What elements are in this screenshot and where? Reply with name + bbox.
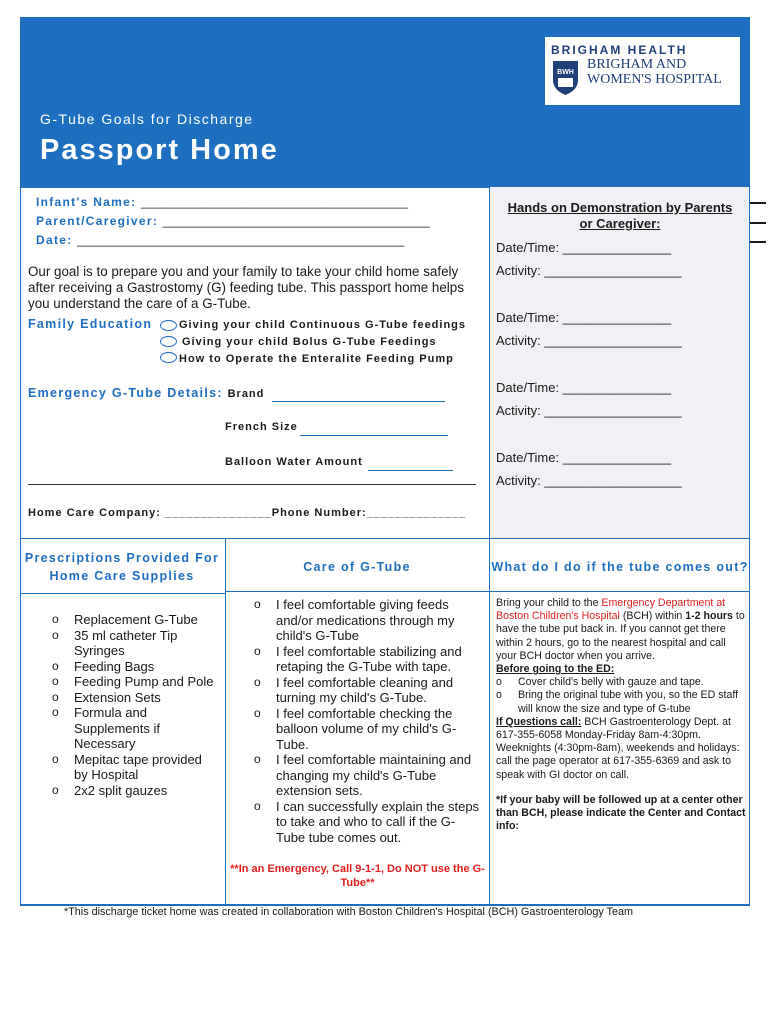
emergency-label-text: Emergency G-Tube Details: xyxy=(28,386,223,400)
parent-blank[interactable]: ________________________________________ xyxy=(162,214,430,228)
french-size-field[interactable] xyxy=(300,434,448,436)
care-list xyxy=(254,597,486,845)
parent-label: Parent/Caregiver: xyxy=(36,214,163,228)
edge-mark xyxy=(750,202,766,204)
left-border xyxy=(20,187,21,905)
edge-mark xyxy=(750,241,766,243)
list-item: o Feeding Bags xyxy=(52,658,155,674)
home-care-company[interactable]: Home Care Company: _______________ xyxy=(28,507,272,519)
emergency-details-label xyxy=(28,386,264,400)
col1-head-line2: Home Care Supplies xyxy=(49,569,195,583)
family-education-item: Giving your child Continuous G-Tube feedings xyxy=(179,319,467,331)
french-size-label: French Size xyxy=(225,421,298,433)
list-item: o 2x2 split gauzes xyxy=(52,782,168,798)
supplies-list xyxy=(52,612,222,798)
section-divider xyxy=(28,484,476,485)
family-education-item: How to Operate the Enteralite Feeding Pump xyxy=(179,353,454,365)
date-time-field[interactable]: Date/Time: _______________ xyxy=(496,240,672,255)
col2-head-line xyxy=(225,591,489,592)
list-item: o Feeding Pump and Pole xyxy=(52,674,214,689)
brand-field[interactable] xyxy=(272,400,445,402)
demonstration-title-line2: or Caregiver: xyxy=(579,216,661,231)
date-blank[interactable]: _________________________________________________ xyxy=(77,233,405,247)
intro-text: Our goal is to prepare you and your family to take your child home safely after receiving a Gastrostomy (G) feeding tube. This passport home helps you understand the care of a G-Tube. xyxy=(28,264,464,311)
infant-name-label: Infant's Name: xyxy=(36,195,142,209)
date-time-field[interactable]: Date/Time: _______________ xyxy=(496,450,672,465)
balloon-field[interactable] xyxy=(368,469,453,471)
infant-name-field[interactable] xyxy=(36,195,408,209)
tube-out-instructions xyxy=(496,597,746,833)
checkbox-continuous-feedings[interactable] xyxy=(160,320,177,331)
right-border xyxy=(749,187,750,905)
list-item: o I can successfully explain the steps to take and who to call if the G- Tube tube comes out. xyxy=(254,798,480,845)
activity-field[interactable]: Activity: ___________________ xyxy=(496,263,682,278)
list-item: o I feel comfortable maintaining and changing my child's G-Tube extension sets. xyxy=(254,752,472,798)
balloon-label: Balloon Water Amount xyxy=(225,456,363,468)
column-divider-right xyxy=(489,187,490,905)
infant-name-blank[interactable]: ________________________________________ xyxy=(141,195,408,209)
checkbox-bolus-feedings[interactable] xyxy=(160,336,177,347)
date-label: Date: xyxy=(36,233,78,247)
activity-field[interactable]: Activity: ___________________ xyxy=(496,403,682,418)
list-item: o I feel comfortable stabilizing and retaping the G-Tube with tape. xyxy=(254,643,462,674)
family-education-item: Giving your child Bolus G-Tube Feedings xyxy=(182,336,437,348)
list-item: o Mepitac tape provided by Hospital xyxy=(52,751,202,782)
list-item: o Bring the original tube with you, so the ED staff will know the size and type of G-tube xyxy=(496,689,739,715)
col1-head-line1: Prescriptions Provided For xyxy=(24,551,220,565)
family-education-label: Family Education xyxy=(28,317,153,331)
col-head-tube-out: What do I do if the tube comes out? xyxy=(491,560,749,574)
list-item: o I feel comfortable checking the balloon volume of my child's G- Tube. xyxy=(254,705,457,752)
list-item: o Formula and Supplements if Necessary xyxy=(52,705,160,751)
parent-field[interactable] xyxy=(36,214,430,228)
logo-line2: WOMEN'S HOSPITAL xyxy=(587,72,722,87)
activity-field[interactable]: Activity: ___________________ xyxy=(496,333,682,348)
edge-mark xyxy=(750,222,766,224)
col1-head-line xyxy=(20,593,225,594)
shield-icon xyxy=(552,60,579,96)
questions-paragraph: If Questions call: BCH Gastroenterology Dept. at 617-355-6058 Monday-Friday 8am-4:30pm. Weeknights (4:30pm-8am), weekends and holidays: call the page operator at 617-355-6369 and ask to speak with GI doctor on call. xyxy=(496,715,740,781)
activity-field[interactable]: Activity: ___________________ xyxy=(496,473,682,488)
home-care-row[interactable] xyxy=(28,507,466,519)
shield-text: BWH xyxy=(557,69,574,76)
checkbox-feeding-pump[interactable] xyxy=(160,352,177,363)
home-care-phone[interactable]: Phone Number:______________ xyxy=(271,507,467,519)
brand-label: Brand xyxy=(227,388,265,400)
date-field[interactable] xyxy=(36,233,404,247)
list-item: o 35 ml catheter Tip Syringes xyxy=(52,627,178,658)
list-item: o Replacement G-Tube xyxy=(52,612,198,627)
footer-note: *This discharge ticket home was created in collaboration with Boston Children's Hospital (BCH) Gastroenterology Team xyxy=(64,906,633,918)
date-time-field[interactable]: Date/Time: _______________ xyxy=(496,380,672,395)
col-head-care: Care of G-Tube xyxy=(303,560,411,574)
list-item: o Extension Sets xyxy=(52,689,161,705)
ed-paragraph: Bring your child to the Emergency Department at Boston Children's Hospital (BCH) within 1-2 hours to have the tube put back in. If you cannot get there within 2 hours, go to the nearest hospital and call your BCH doctor when you arrive. xyxy=(496,597,745,662)
logo-name xyxy=(587,57,722,87)
column-divider-left xyxy=(225,538,226,904)
logo-top-text: BRIGHAM HEALTH xyxy=(551,43,688,57)
page-title: Passport Home xyxy=(40,134,279,166)
logo-line1: BRIGHAM AND xyxy=(587,57,687,72)
grid-top-border xyxy=(20,538,750,539)
col-head-prescriptions xyxy=(22,549,222,585)
followup-note: *If your baby will be followed up at a center other than BCH, please indicate the Center and Contact info: xyxy=(496,793,746,833)
page-subtitle: G-Tube Goals for Discharge xyxy=(40,111,254,127)
emergency-warning: **In an Emergency, Call 9-1-1, Do NOT use the G-Tube** xyxy=(230,863,485,889)
list-item: o I feel comfortable giving feeds and/or medications through my child's G-Tube xyxy=(254,597,455,643)
list-item: o I feel comfortable cleaning and turning my child's G-Tube. xyxy=(254,674,454,705)
hospital-logo xyxy=(545,37,740,105)
demonstration-title xyxy=(495,200,745,232)
before-ed-heading: Before going to the ED: xyxy=(496,663,615,676)
date-time-field[interactable]: Date/Time: _______________ xyxy=(496,310,672,325)
col3-head-line xyxy=(489,591,750,592)
demonstration-title-line1: Hands on Demonstration by Parents xyxy=(507,200,733,215)
list-item: o Cover child's belly with gauze and tape. xyxy=(496,676,704,689)
